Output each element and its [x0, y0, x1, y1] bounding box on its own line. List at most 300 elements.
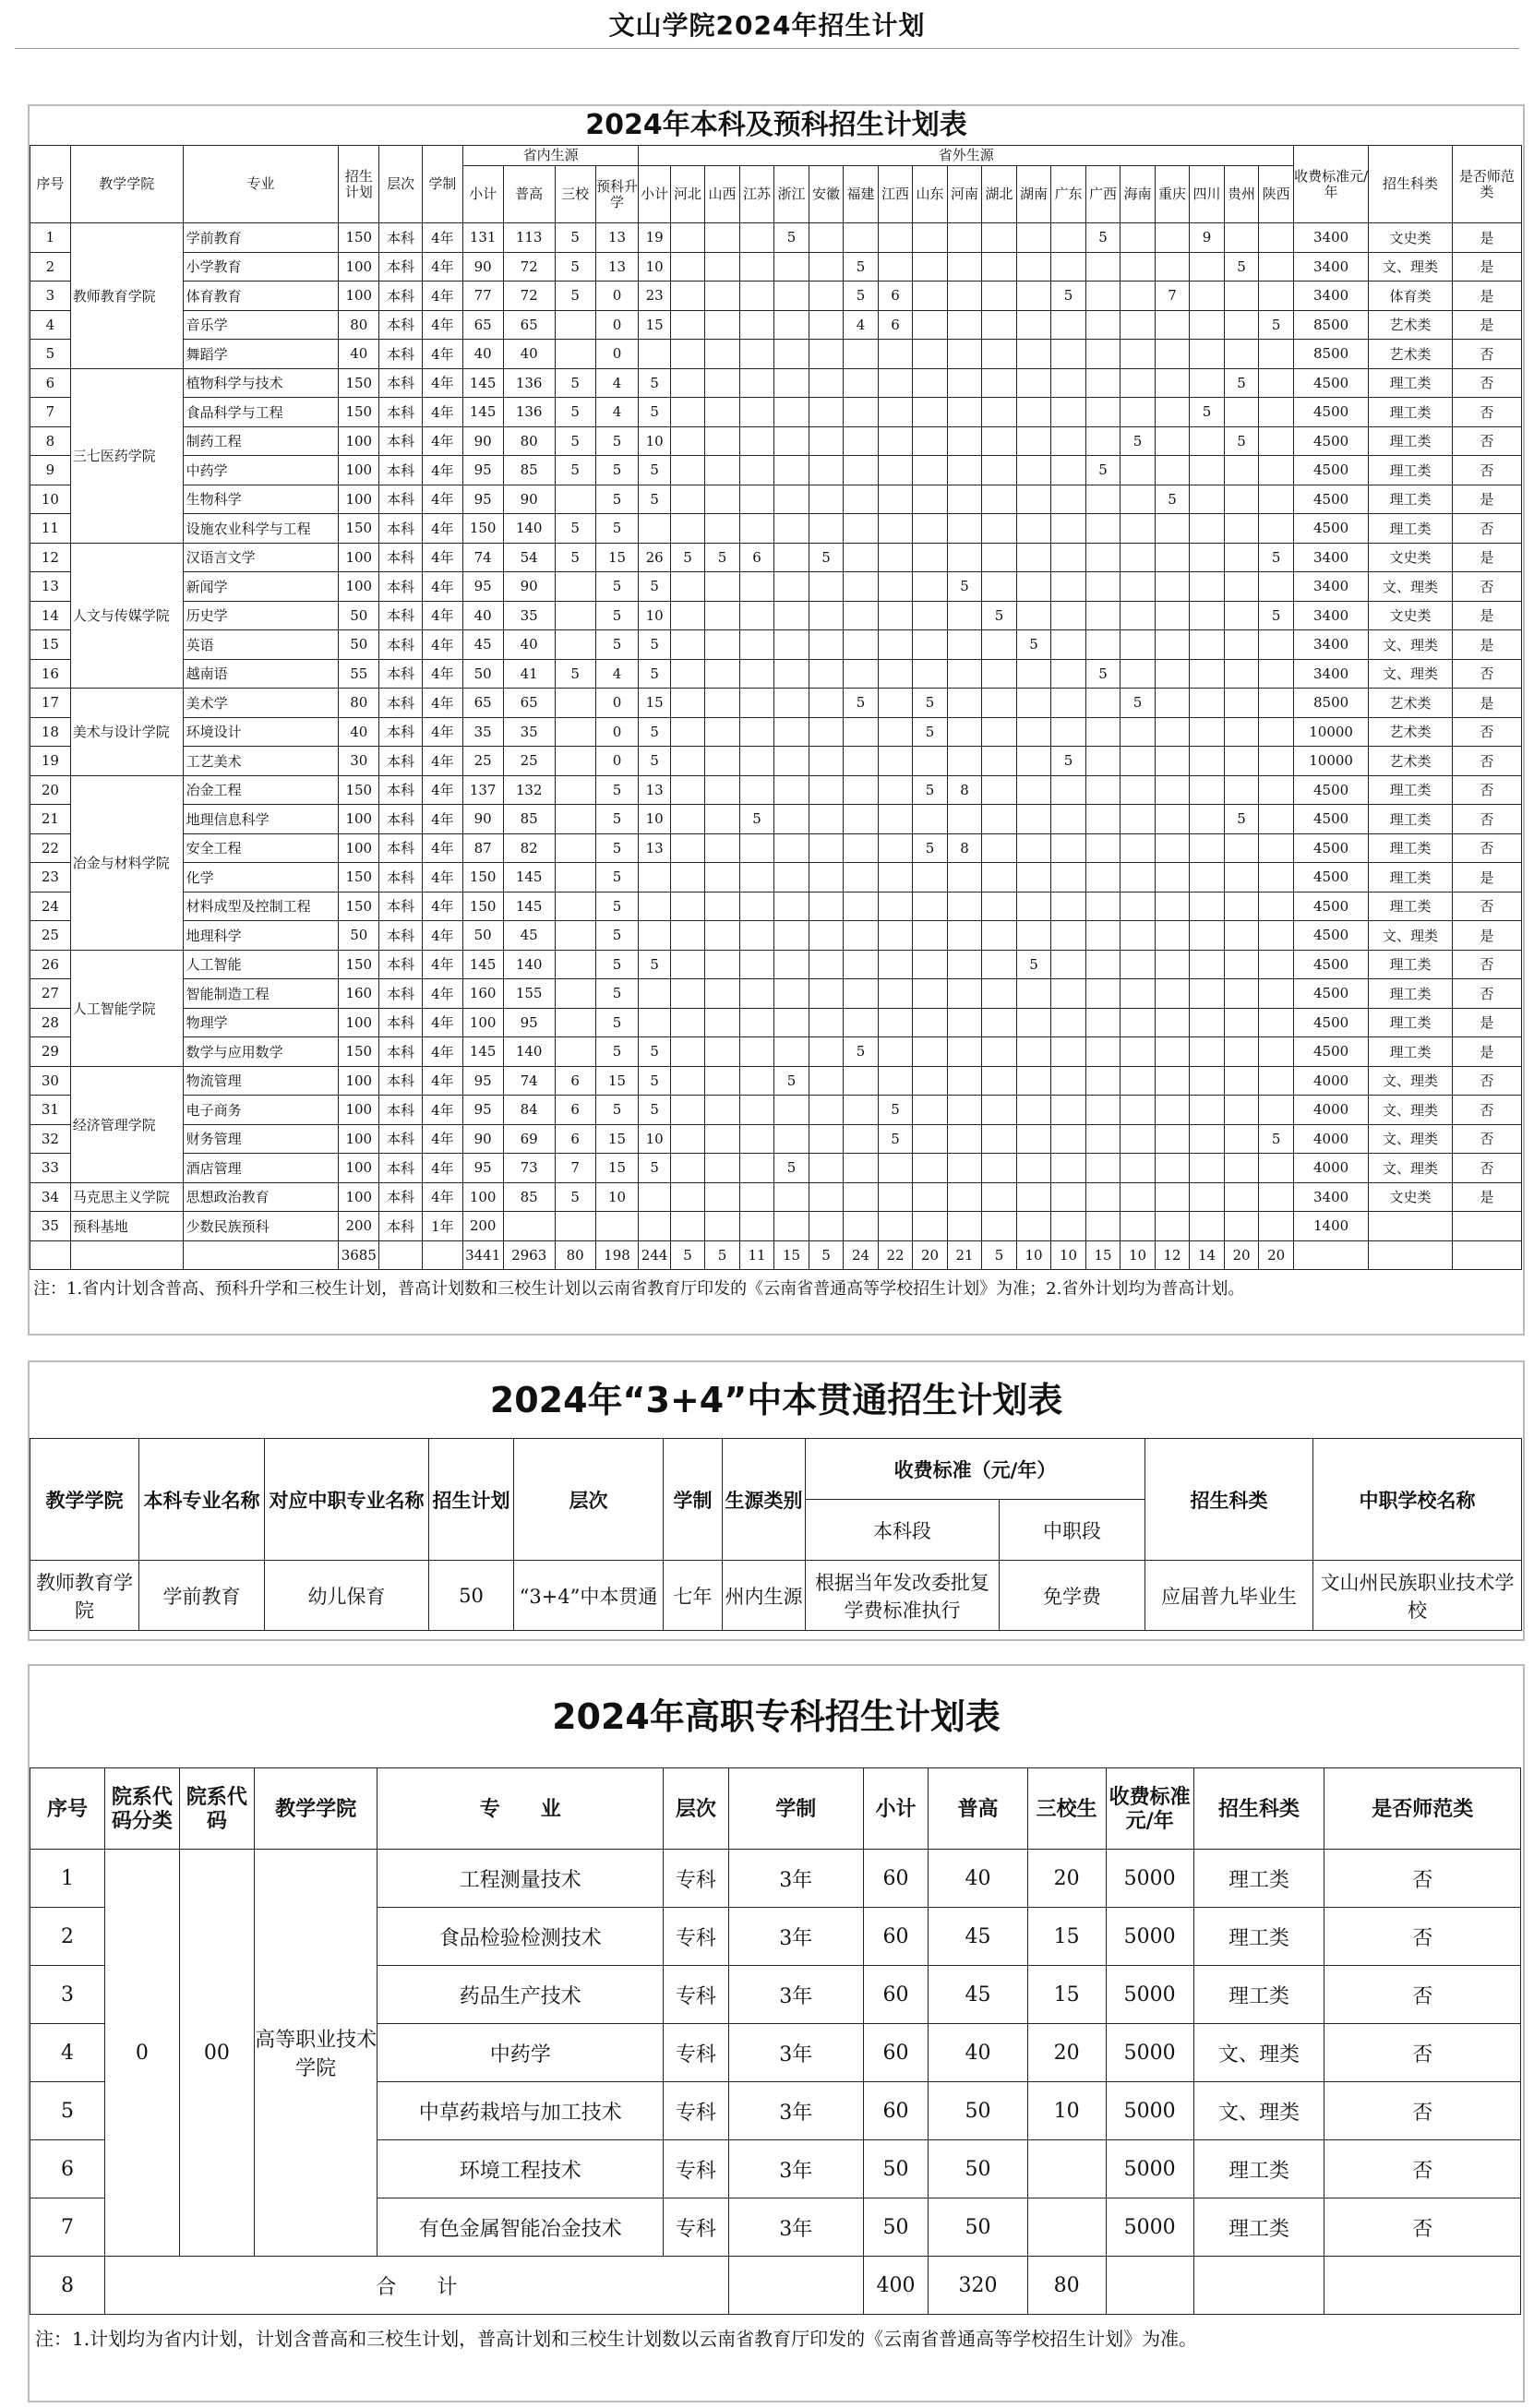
table-row — [30, 601, 1522, 630]
cell-value — [1190, 950, 1225, 979]
cell-value: 专科 — [664, 2024, 729, 2082]
cell-value: 本科 — [379, 1037, 423, 1067]
cell-value — [739, 368, 774, 398]
cell-value — [774, 1212, 809, 1241]
cell-value: 40 — [462, 601, 503, 630]
cell-value: 100 — [339, 833, 379, 863]
cell-value: 5 — [1155, 485, 1190, 514]
cell-seq: 4 — [30, 2024, 105, 2082]
cell-value — [809, 659, 844, 689]
cell-value: 4年 — [423, 833, 463, 863]
cell-value — [844, 1096, 879, 1125]
cell-value: 4年 — [423, 1008, 463, 1037]
cell-value: 5 — [1121, 689, 1156, 718]
th-normal: 是否师范类 — [1452, 146, 1521, 223]
cell-value: 理工类 — [1369, 1037, 1453, 1067]
cell-value: 本科 — [379, 979, 423, 1009]
th-major: 专业 — [183, 146, 339, 223]
cell-value — [670, 863, 705, 893]
cell-value: 136 — [503, 398, 555, 427]
cell-value: 本科 — [379, 921, 423, 951]
cell-value: 艺术类 — [1369, 717, 1453, 747]
cell-value: 本科 — [379, 775, 423, 805]
cell-value — [1121, 572, 1156, 602]
th-out-col: 重庆 — [1155, 166, 1190, 223]
cell-value — [739, 833, 774, 863]
cell-value: 0 — [595, 717, 639, 747]
cell-value: 23 — [639, 282, 670, 311]
cell-value: 4500 — [1293, 1008, 1368, 1037]
cell-value: 140 — [503, 950, 555, 979]
cell-value — [1051, 630, 1086, 660]
cell-value — [1085, 921, 1121, 951]
cell-value — [1224, 630, 1259, 660]
cell-value: 本科 — [379, 1182, 423, 1212]
cell-value — [555, 921, 595, 951]
cell-value: 否 — [1324, 2024, 1521, 2082]
cell-value — [809, 1096, 844, 1125]
cell-value — [774, 833, 809, 863]
cell-value: 4年 — [423, 456, 463, 485]
cell-value — [1085, 833, 1121, 863]
cell-value: 4500 — [1293, 921, 1368, 951]
cell-value: 8 — [947, 775, 982, 805]
cell-total: 21 — [947, 1240, 982, 1270]
cell-value — [947, 1066, 982, 1096]
cell-seq: 12 — [30, 543, 71, 572]
cell-value: 74 — [503, 1066, 555, 1096]
cell-value: 文、理类 — [1369, 1066, 1453, 1096]
cell-source: 州内生源 — [723, 1561, 806, 1631]
cell-value — [1155, 340, 1190, 369]
cell-value — [1085, 892, 1121, 921]
table-row — [30, 950, 1522, 979]
cell-value — [809, 1124, 844, 1154]
cell-value — [670, 514, 705, 544]
cell-value: 4年 — [423, 1096, 463, 1125]
cell-value — [913, 950, 948, 979]
cell-value: 69 — [503, 1124, 555, 1154]
table-row — [30, 398, 1522, 427]
cell-value — [913, 659, 948, 689]
cell-value — [1121, 1096, 1156, 1125]
cell-value: 200 — [339, 1212, 379, 1241]
cell-value: 13 — [639, 775, 670, 805]
cell-value — [1259, 426, 1294, 456]
cell-value: 87 — [462, 833, 503, 863]
cell-value — [809, 282, 844, 311]
cell-seq: 8 — [30, 426, 71, 456]
cell-value — [774, 426, 809, 456]
table-row — [30, 805, 1522, 834]
cell-value: 本科 — [379, 805, 423, 834]
cell-value — [705, 689, 740, 718]
cell-value — [1016, 863, 1051, 893]
cell-value — [1190, 833, 1225, 863]
cell-value — [1085, 747, 1121, 776]
th-seq: 序号 — [30, 146, 71, 223]
cell-fee-vocational: 免学费 — [1000, 1561, 1145, 1631]
th-out-col: 湖北 — [982, 166, 1017, 223]
cell-value — [913, 630, 948, 660]
cell-value: 3400 — [1293, 572, 1368, 602]
cell-value — [774, 689, 809, 718]
cell-seq: 7 — [30, 2198, 105, 2257]
cell-value: 65 — [503, 689, 555, 718]
cell-value: 5 — [774, 1154, 809, 1183]
cell-value — [1224, 833, 1259, 863]
cell-major: 化学 — [183, 863, 339, 893]
cell-value — [1085, 1124, 1121, 1154]
cell-value: 5 — [555, 252, 595, 282]
cell-major: 学前教育 — [183, 223, 339, 253]
cell-total: 15 — [1085, 1240, 1121, 1270]
cell-value: 4年 — [423, 717, 463, 747]
cell-value — [1224, 921, 1259, 951]
cell-major: 安全工程 — [183, 833, 339, 863]
cell-value: 10 — [639, 252, 670, 282]
cell-value: 45 — [462, 630, 503, 660]
cell-value: 132 — [503, 775, 555, 805]
cell-total: 10 — [1051, 1240, 1086, 1270]
cell-value — [739, 252, 774, 282]
cell-value: 10 — [639, 1124, 670, 1154]
table-row — [30, 1096, 1522, 1125]
cell-value — [555, 892, 595, 921]
cell-value — [1085, 1154, 1121, 1183]
cell-value — [913, 747, 948, 776]
cell-value — [739, 601, 774, 630]
cell-value — [1051, 368, 1086, 398]
cell-seq: 8 — [30, 2257, 105, 2315]
cell-value: 13 — [595, 223, 639, 253]
table-row — [30, 921, 1522, 951]
cell-value: 5000 — [1106, 1850, 1193, 1908]
cell-value: 145 — [503, 863, 555, 893]
cell-value — [809, 601, 844, 630]
cell-value — [1027, 2198, 1106, 2257]
cell-major: 设施农业科学与工程 — [183, 514, 339, 544]
cell-value: 是 — [1452, 630, 1521, 660]
cell-value: 40 — [462, 340, 503, 369]
table-row — [30, 1154, 1522, 1183]
cell-value — [1190, 1066, 1225, 1096]
cell-value — [705, 717, 740, 747]
cell-major: 舞蹈学 — [183, 340, 339, 369]
cell-category: 应届普九毕业生 — [1145, 1561, 1313, 1631]
cell-value: 5 — [555, 659, 595, 689]
cell-value — [1259, 805, 1294, 834]
cell-value: 40 — [929, 1850, 1027, 1908]
cell-value: 50 — [339, 601, 379, 630]
cell-value: 文、理类 — [1369, 921, 1453, 951]
cell-value — [774, 601, 809, 630]
cell-seq: 33 — [30, 1154, 71, 1183]
cell-value: 19 — [639, 223, 670, 253]
cell-value: 5 — [639, 717, 670, 747]
cell-value: 否 — [1324, 1908, 1521, 1966]
cell-value — [1085, 1212, 1121, 1241]
cell-value: 理工类 — [1193, 2140, 1324, 2198]
cell-value — [1155, 456, 1190, 485]
cell-value — [1224, 747, 1259, 776]
cell-value — [947, 659, 982, 689]
cell-blank — [30, 1240, 71, 1270]
cell-value: 3400 — [1293, 601, 1368, 630]
cell-value: 4 — [595, 659, 639, 689]
cell-value: 150 — [339, 892, 379, 921]
cell-value — [947, 368, 982, 398]
cell-major: 环境设计 — [183, 717, 339, 747]
cell-vocational-major: 幼儿保育 — [265, 1561, 429, 1631]
cell-value: 160 — [339, 979, 379, 1009]
cell-value: 140 — [503, 1037, 555, 1067]
cell-value — [1027, 2140, 1106, 2198]
cell-major: 中药学 — [378, 2024, 664, 2082]
cell-value: 理工类 — [1369, 863, 1453, 893]
cell-value: 10 — [1027, 2082, 1106, 2140]
table-row — [30, 1008, 1522, 1037]
cell-value — [1155, 717, 1190, 747]
cell-value: 4500 — [1293, 456, 1368, 485]
cell-value: 5 — [913, 833, 948, 863]
cell-value: 本科 — [379, 398, 423, 427]
cell-value: 是 — [1452, 863, 1521, 893]
cell-value — [774, 1037, 809, 1067]
cell-value: 8 — [947, 833, 982, 863]
cell-value — [1016, 1066, 1051, 1096]
cell-value: 45 — [503, 921, 555, 951]
cell-major: 音乐学 — [183, 310, 339, 340]
table-row — [30, 1124, 1522, 1154]
cell-value — [947, 1037, 982, 1067]
th-out-col: 山东 — [913, 166, 948, 223]
cell-value — [1051, 659, 1086, 689]
cell-value: 0 — [595, 340, 639, 369]
cell-value — [878, 572, 913, 602]
cell-value: 150 — [462, 514, 503, 544]
cell-value — [670, 1008, 705, 1037]
th-seq: 序号 — [30, 1768, 105, 1850]
cell-value: 50 — [929, 2198, 1027, 2257]
cell-value: 本科 — [379, 717, 423, 747]
cell-value: 5 — [555, 398, 595, 427]
cell-value: 4500 — [1293, 950, 1368, 979]
cell-value — [947, 456, 982, 485]
th-out-col: 河北 — [670, 166, 705, 223]
cell-value — [1121, 717, 1156, 747]
cell-value — [1155, 310, 1190, 340]
cell-seq: 31 — [30, 1096, 71, 1125]
cell-value — [809, 979, 844, 1009]
cell-value — [1155, 805, 1190, 834]
cell-value — [982, 368, 1017, 398]
cell-value — [809, 368, 844, 398]
cell-total: 11 — [739, 1240, 774, 1270]
cell-value — [1224, 659, 1259, 689]
cell-value — [1085, 601, 1121, 630]
cell-seq: 2 — [30, 252, 71, 282]
cell-value — [555, 775, 595, 805]
cell-value — [705, 282, 740, 311]
cell-value: 72 — [503, 282, 555, 311]
cell-value: 5 — [639, 1096, 670, 1125]
cell-value — [982, 1212, 1017, 1241]
cell-value — [1051, 1212, 1086, 1241]
cell-value: 本科 — [379, 630, 423, 660]
cell-value — [1016, 1182, 1051, 1212]
cell-value — [913, 1182, 948, 1212]
cell-value — [1121, 979, 1156, 1009]
cell-value — [774, 398, 809, 427]
cell-value: 100 — [339, 1182, 379, 1212]
cell-value — [809, 775, 844, 805]
cell-value — [982, 1008, 1017, 1037]
cell-value — [639, 892, 670, 921]
cell-total: 10 — [1121, 1240, 1156, 1270]
cell-value: 5 — [595, 775, 639, 805]
cell-value — [1016, 775, 1051, 805]
cell-value — [1121, 1154, 1156, 1183]
cell-value — [878, 747, 913, 776]
cell-value: 否 — [1324, 2082, 1521, 2140]
cell-value: 150 — [339, 1037, 379, 1067]
cell-value — [705, 775, 740, 805]
cell-value — [844, 340, 879, 369]
th-out-col: 山西 — [705, 166, 740, 223]
cell-value — [947, 543, 982, 572]
table-row — [30, 775, 1522, 805]
cell-value: 8500 — [1293, 310, 1368, 340]
cell-value — [774, 1096, 809, 1125]
cell-value — [1051, 833, 1086, 863]
cell-major: 环境工程技术 — [378, 2140, 664, 2198]
cell-value — [1190, 747, 1225, 776]
cell-value: 4年 — [423, 950, 463, 979]
cell-value — [670, 340, 705, 369]
cell-value — [1051, 340, 1086, 369]
cell-value — [1085, 252, 1121, 282]
cell-value — [705, 601, 740, 630]
cell-school: 文山州民族职业技术学校 — [1313, 1561, 1522, 1631]
cell-value: 100 — [339, 252, 379, 282]
cell-value: 60 — [863, 2024, 929, 2082]
cell-value — [1190, 282, 1225, 311]
cell-value: 是 — [1452, 485, 1521, 514]
cell-value — [739, 1212, 774, 1241]
cell-total: 5 — [705, 1240, 740, 1270]
cell-value: 否 — [1452, 426, 1521, 456]
cell-value: 100 — [339, 426, 379, 456]
cell-value — [1051, 1066, 1086, 1096]
cell-value — [1121, 368, 1156, 398]
table-row — [30, 1037, 1522, 1067]
cell-value: 5 — [639, 485, 670, 514]
cell-value: 否 — [1324, 2198, 1521, 2257]
cell-value — [982, 398, 1017, 427]
cell-value: 5000 — [1106, 1966, 1193, 2024]
cell-value — [1155, 398, 1190, 427]
cell-value — [1224, 1124, 1259, 1154]
cell-value: 100 — [339, 282, 379, 311]
cell-value — [1121, 398, 1156, 427]
cell-value — [1051, 775, 1086, 805]
cell-value: 4年 — [423, 368, 463, 398]
cell-value: 文、理类 — [1369, 1096, 1453, 1125]
cell-major: 材料成型及控制工程 — [183, 892, 339, 921]
cell-major: 有色金属智能冶金技术 — [378, 2198, 664, 2257]
cell-value — [1051, 572, 1086, 602]
cell-value: 本科 — [379, 833, 423, 863]
cell-value — [1051, 892, 1086, 921]
cell-value: 5 — [982, 601, 1017, 630]
cell-value — [878, 485, 913, 514]
cell-value — [947, 689, 982, 718]
cell-value — [1016, 979, 1051, 1009]
cell-college: 教师教育学院 — [30, 1561, 139, 1631]
cell-value — [844, 1124, 879, 1154]
cell-value — [1155, 921, 1190, 951]
cell-value — [705, 223, 740, 253]
cell-value: 4 — [844, 310, 879, 340]
th-out-col: 江西 — [878, 166, 913, 223]
cell-value — [639, 514, 670, 544]
cell-value — [639, 979, 670, 1009]
cell-value: 150 — [339, 398, 379, 427]
cell-seq: 26 — [30, 950, 71, 979]
cell-value — [878, 543, 913, 572]
cell-value: 80 — [339, 310, 379, 340]
cell-value: 3400 — [1293, 223, 1368, 253]
table-row — [30, 282, 1522, 311]
table-row — [30, 747, 1522, 776]
cell-value: 本科 — [379, 282, 423, 311]
cell-value: 50 — [929, 2082, 1027, 2140]
cell-value: 90 — [462, 426, 503, 456]
cell-value: 4年 — [423, 543, 463, 572]
cell-college: 冶金与材料学院 — [70, 775, 183, 950]
cell-value — [844, 659, 879, 689]
table-row — [30, 310, 1522, 340]
cell-value — [1190, 1008, 1225, 1037]
cell-value — [639, 1008, 670, 1037]
cell-value: 25 — [503, 747, 555, 776]
cell-value — [844, 1212, 879, 1241]
cell-value — [947, 426, 982, 456]
cell-value: 5 — [555, 223, 595, 253]
cell-college: 马克思主义学院 — [70, 1182, 183, 1212]
cell-value: 15 — [639, 689, 670, 718]
cell-value: 100 — [339, 1066, 379, 1096]
cell-value — [1155, 689, 1190, 718]
cell-seq: 7 — [30, 398, 71, 427]
cell-value — [774, 950, 809, 979]
cell-value — [844, 805, 879, 834]
cell-value — [878, 1037, 913, 1067]
cell-value — [1259, 368, 1294, 398]
cell-value — [878, 1212, 913, 1241]
cell-value: 50 — [863, 2198, 929, 2257]
cell-value: 否 — [1452, 572, 1521, 602]
cell-value — [913, 1066, 948, 1096]
cell-value — [947, 717, 982, 747]
cell-value — [1224, 1182, 1259, 1212]
cell-value: 5 — [1224, 252, 1259, 282]
cell-value: 15 — [595, 1066, 639, 1096]
cell-value: 5 — [595, 630, 639, 660]
cell-value — [670, 775, 705, 805]
cell-value: 0 — [595, 689, 639, 718]
